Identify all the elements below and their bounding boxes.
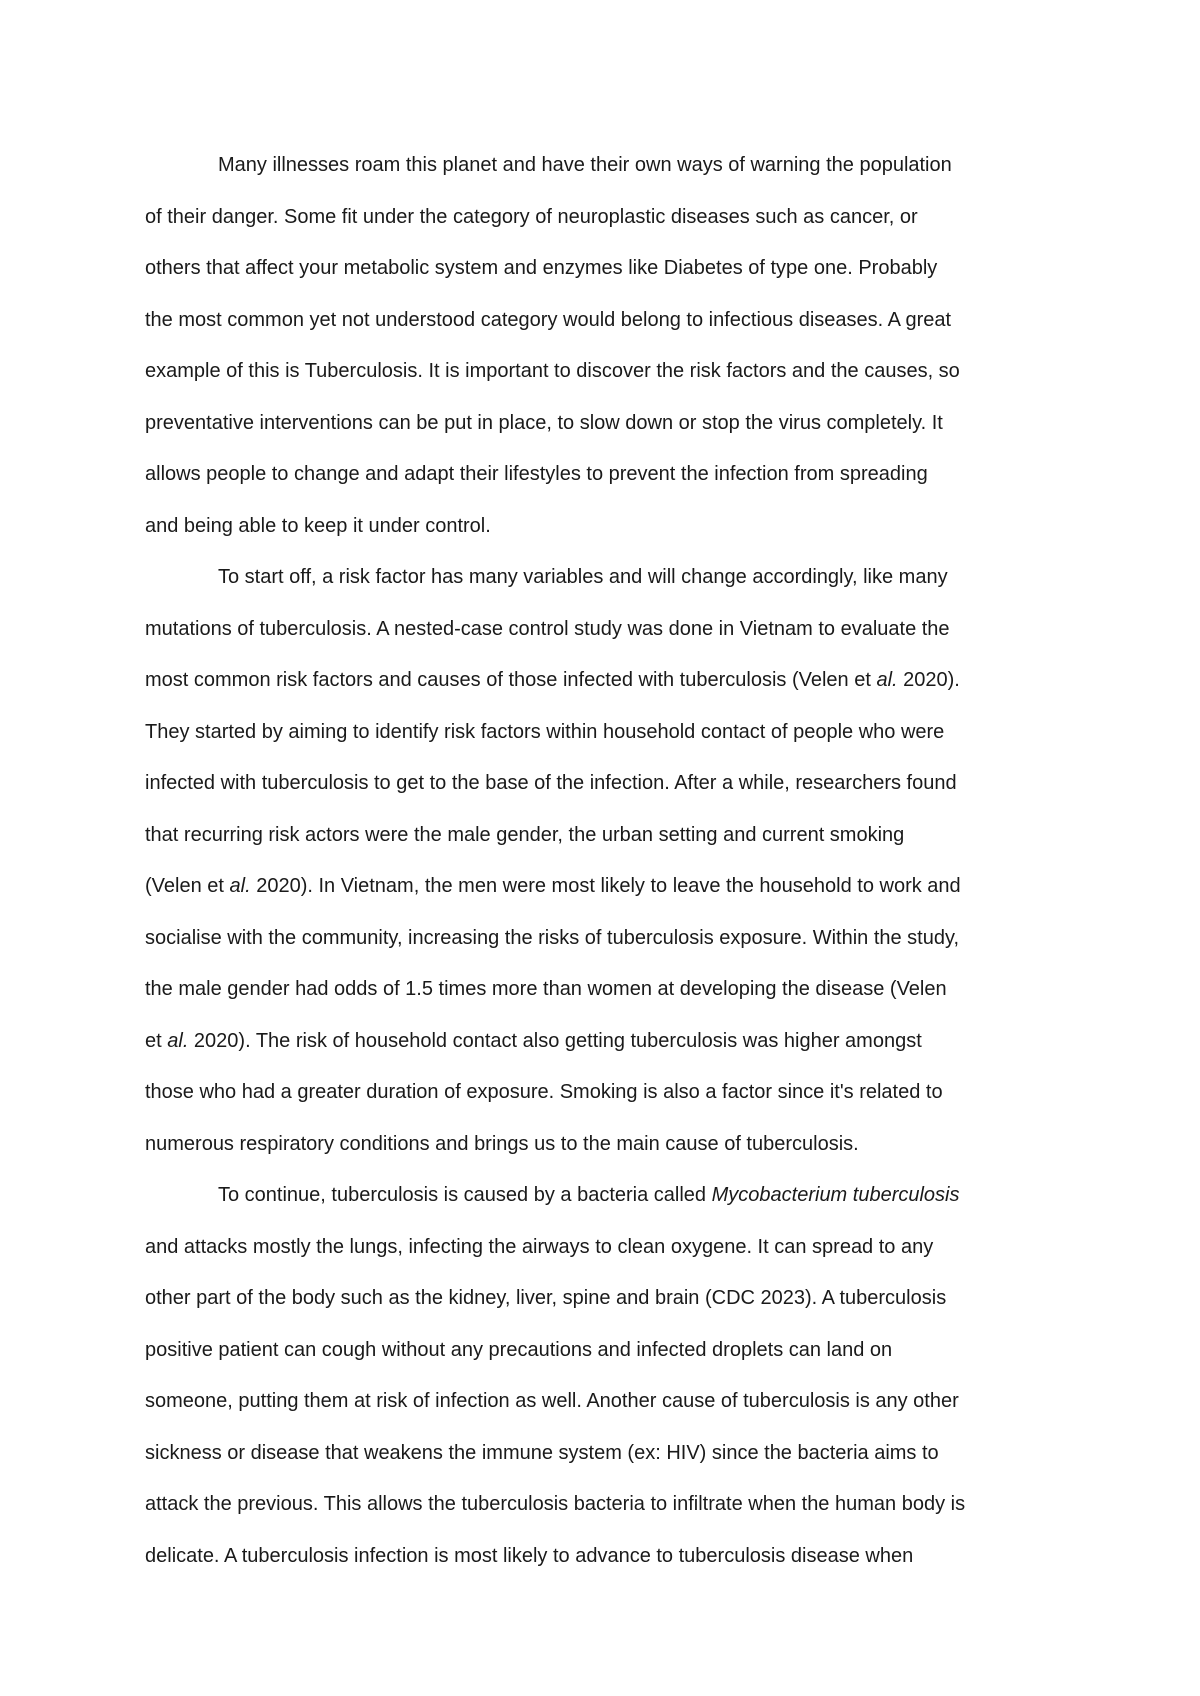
- text-line: [145, 1016, 1080, 1068]
- text-line: [145, 1531, 1080, 1583]
- text-segment: (Velen et: [145, 875, 230, 897]
- text-line: [145, 1222, 1080, 1274]
- text-line: [145, 449, 1080, 501]
- text-line: [145, 964, 1080, 1016]
- text-line: [145, 1428, 1080, 1480]
- text-line: [145, 1376, 1080, 1428]
- text-line: [145, 192, 1080, 244]
- text-segment: the male gender had odds of 1.5 times more than women at developing the disease (Velen: [145, 978, 947, 1000]
- italic-text: al.: [876, 669, 898, 691]
- text-segment: example of this is Tuberculosis. It is important to discover the risk factors and the causes, so: [145, 360, 960, 382]
- text-line: [145, 1067, 1080, 1119]
- text-segment: preventative interventions can be put in place, to slow down or stop the virus completely. It: [145, 411, 943, 434]
- text-segment: 2020). In Vietnam, the men were most likely to leave the household to work and: [250, 875, 961, 897]
- text-segment: attack the previous. This allows the tuberculosis bacteria to infiltrate when the human body is: [145, 1493, 966, 1515]
- paragraph-first-line: [145, 552, 1080, 604]
- text-segment: socialise with the community, increasing the risks of tuberculosis exposure. Within the study,: [145, 926, 960, 949]
- text-segment: allows people to change and adapt their lifestyles to prevent the infection from spreading: [145, 463, 928, 485]
- text-line: [145, 501, 1080, 553]
- text-line: [145, 1479, 1080, 1531]
- text-segment: those who had a greater duration of exposure. Smoking is also a factor since it's related to: [145, 1081, 943, 1103]
- text-line: [145, 707, 1080, 759]
- text-line: [145, 398, 1080, 450]
- text-segment: et: [145, 1029, 168, 1052]
- italic-text: Mycobacterium tuberculosis: [711, 1184, 960, 1206]
- text-line: [145, 913, 1080, 965]
- text-line: [145, 1325, 1080, 1377]
- body-text: [145, 140, 1080, 1582]
- text-segment: Many illnesses roam this planet and have their own ways of warning the population: [218, 154, 952, 176]
- italic-text: al.: [167, 1029, 189, 1052]
- text-segment: 2020). The risk of household contact also getting tuberculosis was higher amongst: [188, 1029, 922, 1052]
- text-line: [145, 655, 1080, 707]
- text-line: [145, 243, 1080, 295]
- italic-text: al.: [229, 875, 251, 897]
- text-segment: To start off, a risk factor has many variables and will change accordingly, like many: [218, 566, 948, 588]
- text-segment: most common risk factors and causes of those infected with tuberculosis (Velen et: [145, 669, 877, 691]
- text-segment: numerous respiratory conditions and brings us to the main cause of tuberculosis.: [145, 1132, 859, 1155]
- text-segment: of their danger. Some fit under the category of neuroplastic diseases such as cancer, or: [145, 205, 918, 228]
- paragraph-first-line: [145, 1170, 1080, 1222]
- text-line: [145, 861, 1080, 913]
- text-segment: They started by aiming to identify risk factors within household contact of people who were: [145, 720, 945, 743]
- text-line: [145, 1273, 1080, 1325]
- text-line: [145, 1119, 1080, 1171]
- text-segment: To continue, tuberculosis is caused by a bacteria called: [218, 1184, 712, 1206]
- text-segment: and being able to keep it under control.: [145, 514, 491, 537]
- text-segment: sickness or disease that weakens the immune system (ex: HIV) since the bacteria aims to: [145, 1441, 939, 1464]
- text-line: [145, 810, 1080, 862]
- text-segment: someone, putting them at risk of infection as well. Another cause of tuberculosis is any other: [145, 1390, 959, 1412]
- text-segment: 2020).: [897, 669, 960, 691]
- text-segment: and attacks mostly the lungs, infecting the airways to clean oxygene. It can spread to any: [145, 1235, 934, 1258]
- text-segment: delicate. A tuberculosis infection is most likely to advance to tuberculosis disease when: [145, 1544, 914, 1567]
- text-segment: that recurring risk actors were the male gender, the urban setting and current smoking: [145, 823, 905, 846]
- text-line: [145, 295, 1080, 347]
- paragraph-first-line: [145, 140, 1080, 192]
- text-segment: infected with tuberculosis to get to the base of the infection. After a while, researchers found: [145, 772, 957, 794]
- text-line: [145, 604, 1080, 656]
- text-line: [145, 758, 1080, 810]
- text-segment: positive patient can cough without any precautions and infected droplets can land on: [145, 1338, 893, 1361]
- text-line: [145, 346, 1080, 398]
- text-segment: other part of the body such as the kidney, liver, spine and brain (CDC 2023). A tuberculosis: [145, 1287, 947, 1309]
- text-segment: mutations of tuberculosis. A nested-case control study was done in Vietnam to evaluate the: [145, 617, 950, 640]
- text-segment: others that affect your metabolic system and enzymes like Diabetes of type one. Probably: [145, 257, 938, 279]
- text-segment: the most common yet not understood category would belong to infectious diseases. A great: [145, 308, 952, 331]
